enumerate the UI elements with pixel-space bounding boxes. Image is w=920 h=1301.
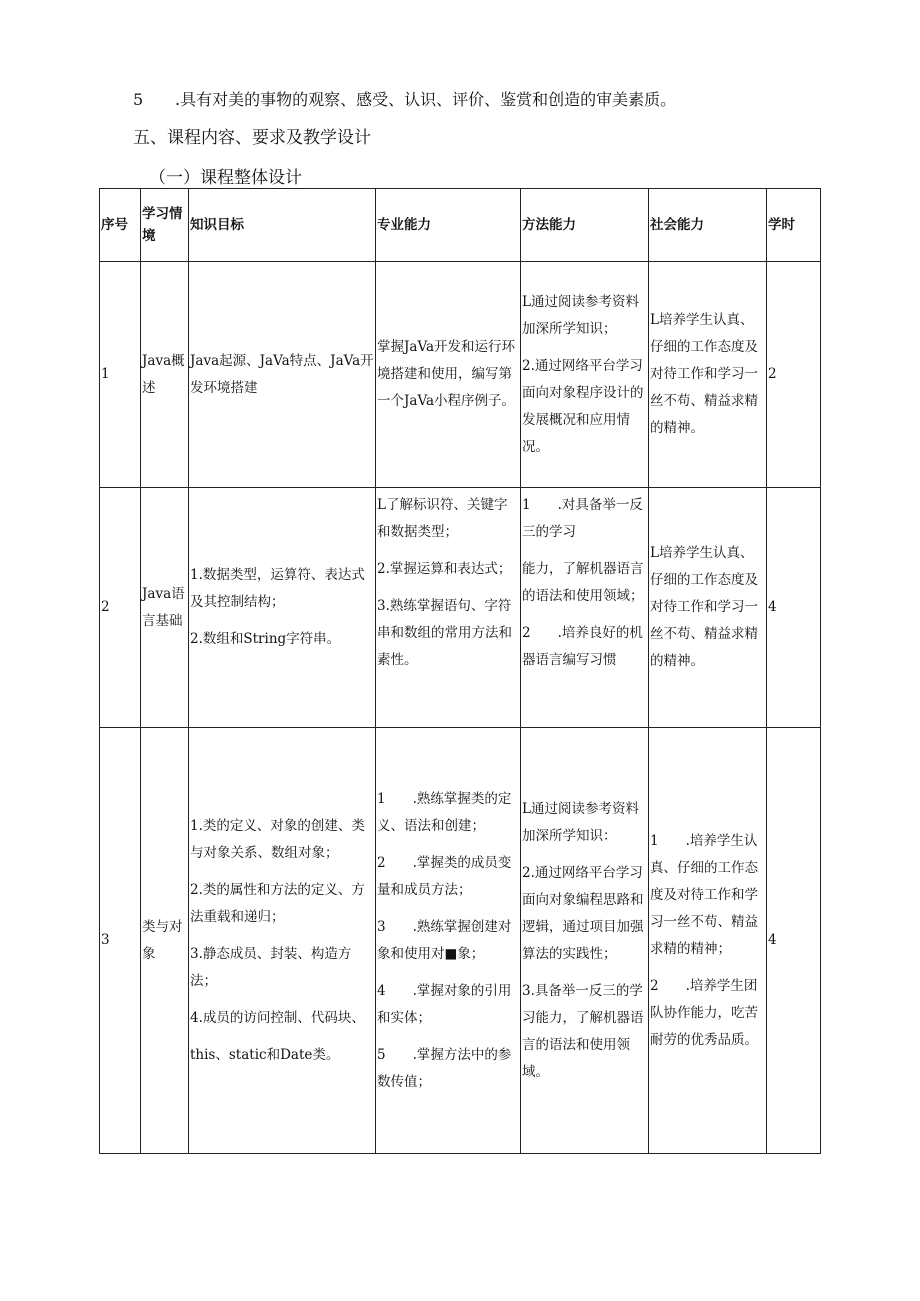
cell-paragraph: Java起源、JaVa特点、JaVa开发环境搭建 — [190, 352, 374, 396]
cell-number-text: 2 — [101, 599, 110, 615]
cell-number-text: 1 — [101, 366, 110, 382]
cell-context-text: Java语言基础 — [142, 585, 185, 629]
cell-professional — [376, 728, 521, 1154]
section-heading: 五、课程内容、要求及教学设计 — [133, 128, 371, 148]
cell-paragraph: 1.类的定义、对象的创建、类与对象关系、数组对象； — [190, 817, 365, 861]
intro-number: 5 — [133, 90, 144, 109]
header-professional: 专业能力 — [376, 189, 521, 262]
cell-paragraph: L培养学生认真、仔细的工作态度及对待工作和学习一丝不苟、精益求精的精神。 — [650, 312, 758, 436]
cell-paragraph: 2 .培养学生团队协作能力，吃苦耐劳的优秀品质。 — [650, 977, 758, 1048]
cell-number — [100, 262, 141, 488]
cell-paragraph: 4.成员的访问控制、代码块、 — [190, 1009, 365, 1026]
cell-paragraph: 3 .熟练掌握创建对象和使用对■象； — [377, 918, 512, 962]
cell-hours-text: 4 — [768, 932, 777, 948]
table-header-row — [100, 189, 821, 262]
cell-paragraph: L通过阅读参考资料加深所学知识： — [522, 800, 639, 844]
cell-hours — [767, 262, 821, 488]
cell-paragraph: 3.静态成员、封装、构造方法； — [190, 945, 352, 989]
cell-paragraph: 2 .培养良好的机器语言编写习惯 — [522, 625, 643, 668]
cell-paragraph: 4 .掌握对象的引用和实体； — [377, 982, 512, 1026]
cell-paragraph: this、static和Date类。 — [190, 1046, 340, 1063]
cell-knowledge — [189, 728, 376, 1154]
cell-paragraph: L培养学生认真、仔细的工作态度及对待工作和学习一丝不苟、精益求精的精神。 — [650, 545, 758, 669]
cell-number-text: 3 — [101, 932, 110, 948]
cell-paragraph: 3.熟练掌握语句、字符串和数组的常用方法和素性。 — [377, 598, 512, 668]
header-social: 社会能力 — [649, 189, 767, 262]
cell-social — [649, 262, 767, 488]
header-no: 序号 — [100, 189, 141, 262]
cell-hours — [767, 728, 821, 1154]
cell-number — [100, 488, 141, 728]
header-context: 学习情境 — [141, 189, 189, 262]
cell-hours — [767, 488, 821, 728]
subsection-heading: （一）课程整体设计 — [149, 168, 302, 188]
cell-context — [141, 262, 189, 488]
cell-professional — [376, 262, 521, 488]
table-row — [100, 488, 821, 728]
cell-paragraph: L了解标识符、关键字和数据类型； — [377, 497, 508, 540]
course-design-table — [99, 188, 821, 1154]
cell-paragraph: 1 .熟练掌握类的定义、语法和创建； — [377, 790, 512, 834]
table-row — [100, 728, 821, 1154]
cell-paragraph: 2.类的属性和方法的定义、方法重载和递归； — [190, 881, 365, 925]
cell-social — [649, 488, 767, 728]
header-knowledge: 知识目标 — [189, 189, 376, 262]
cell-context — [141, 728, 189, 1154]
cell-paragraph: 5 .掌握方法中的参数传值； — [377, 1046, 512, 1090]
cell-hours-text: 4 — [768, 599, 777, 615]
cell-paragraph: 2.通过网络平台学习面向对象程序设计的发展概况和应用情况。 — [522, 357, 644, 455]
cell-context-text: Java概述 — [142, 352, 185, 396]
table-row — [100, 262, 821, 488]
cell-social — [649, 728, 767, 1154]
cell-paragraph: 3.具备举一反三的学习能力，了解机器语言的语法和使用领域。 — [522, 982, 644, 1080]
intro-line — [133, 90, 676, 110]
cell-knowledge — [189, 488, 376, 728]
cell-paragraph: L通过阅读参考资料加深所学知识； — [522, 293, 639, 337]
cell-professional — [376, 488, 521, 728]
cell-paragraph: 2.数组和String字符串。 — [190, 631, 341, 647]
cell-method — [521, 728, 649, 1154]
header-method: 方法能力 — [521, 189, 649, 262]
cell-number — [100, 728, 141, 1154]
cell-context-text: 类与对象 — [142, 918, 183, 962]
cell-paragraph: 2.掌握运算和表达式； — [377, 561, 512, 577]
intro-text: .具有对美的事物的观察、感受、认识、评价、鉴赏和创造的审美素质。 — [175, 90, 677, 109]
cell-knowledge — [189, 262, 376, 488]
cell-paragraph: 1 .培养学生认真、仔细的工作态度及对待工作和学习一丝不苟、精益求精的精神； — [650, 832, 758, 957]
cell-paragraph: 2 .掌握类的成员变量和成员方法； — [377, 854, 512, 898]
cell-hours-text: 2 — [768, 366, 777, 382]
cell-method — [521, 488, 649, 728]
cell-paragraph: 2.通过网络平台学习面向对象编程思路和逻辑，通过项目加强算法的实践性； — [522, 864, 644, 962]
cell-context — [141, 488, 189, 728]
header-hours: 学时 — [767, 189, 821, 262]
cell-paragraph: 掌握JaVa开发和运行环境搭建和使用，编写第一个JaVa小程序例子。 — [377, 339, 516, 409]
cell-paragraph: 1 .对具备举一反三的学习 — [522, 497, 643, 540]
cell-method — [521, 262, 649, 488]
cell-paragraph: 能力，了解机器语言的语法和使用领域； — [522, 561, 644, 604]
cell-paragraph: 1.数据类型，运算符、表达式及其控制结构； — [190, 567, 365, 610]
